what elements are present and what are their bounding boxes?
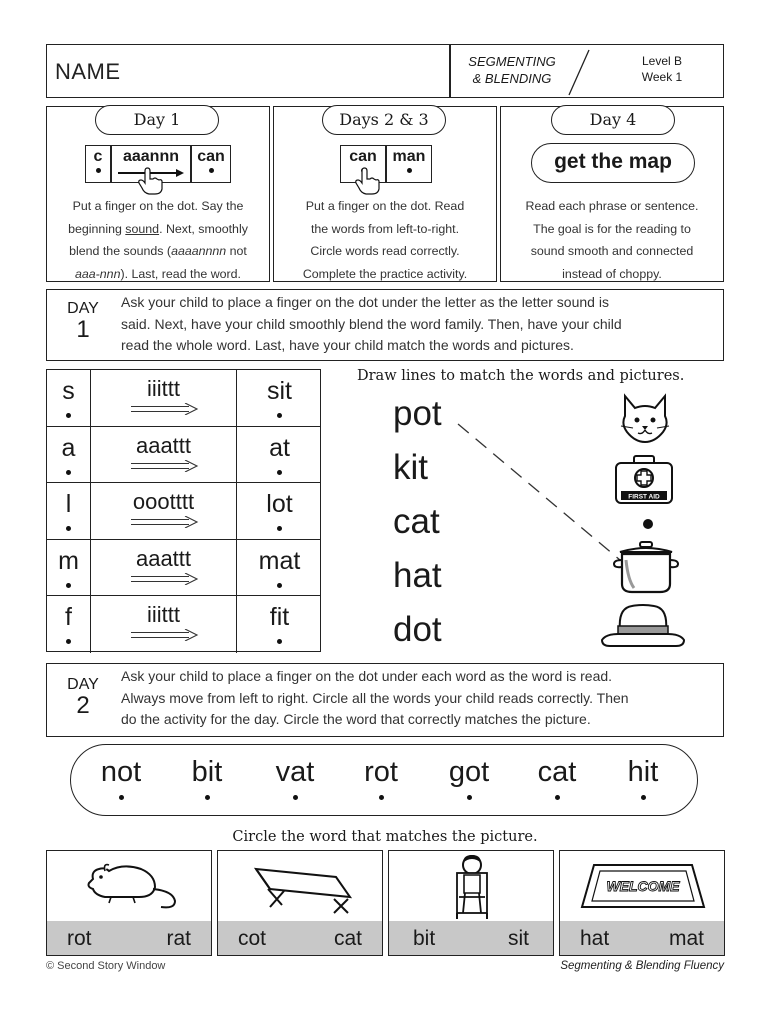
tile-c: c bbox=[85, 145, 111, 183]
double-arrow-icon bbox=[129, 516, 199, 528]
word-family-row bbox=[47, 483, 320, 540]
dot-picture bbox=[643, 519, 653, 529]
panel-day4-text: Read each phrase or sentence. The goal is for the reading to sound smooth and connected instead of choppy. bbox=[525, 199, 699, 281]
letter-cell: a bbox=[47, 427, 91, 483]
strip-word[interactable]: vat bbox=[255, 755, 335, 800]
strip-word[interactable]: got bbox=[429, 755, 509, 800]
card-mat bbox=[559, 850, 725, 956]
match-word[interactable]: cat bbox=[393, 502, 440, 541]
match-word[interactable]: hat bbox=[393, 556, 442, 595]
match-word[interactable]: dot bbox=[393, 610, 442, 649]
finger-pointer-icon bbox=[352, 167, 382, 195]
phrase-pill: get the map bbox=[531, 143, 695, 183]
word-family-row bbox=[47, 370, 320, 427]
matching-title: Draw lines to match the words and pictures. bbox=[357, 368, 685, 384]
tile-can: can bbox=[340, 145, 386, 183]
day1-pill: Day 1 bbox=[95, 105, 219, 135]
tile-man: man bbox=[386, 145, 432, 183]
double-arrow-icon bbox=[129, 460, 199, 472]
blend-cell: iiittt bbox=[91, 596, 237, 653]
letter-cell: f bbox=[47, 596, 91, 653]
panel-day1-text: Put a finger on the dot. Say the beginning sound. Next, smoothly blend the sounds (aaaannnn not aaa-nnn). Last, read the word. bbox=[68, 199, 248, 281]
day1-note-label: DAY 1 bbox=[67, 300, 99, 343]
letter-cell: m bbox=[47, 540, 91, 596]
day2-note-text: Ask your child to place a finger on the dot under each word as the word is read. Always move from left to right. Circle all the words your child reads correctly. Then do the activity for the day. Circle the word that correctly matches the picture. bbox=[121, 668, 629, 727]
tile-can: can bbox=[191, 145, 231, 183]
word-family-row bbox=[47, 540, 320, 597]
tile-aaannn: aaannn bbox=[111, 145, 191, 183]
blend-cell: aaattt bbox=[91, 427, 237, 483]
footer-title: Segmenting & Blending Fluency bbox=[560, 960, 724, 972]
day1-note bbox=[46, 289, 724, 361]
strip-word[interactable]: bit bbox=[167, 755, 247, 800]
word-cell: at bbox=[237, 427, 322, 483]
match-line bbox=[450, 420, 630, 570]
option-sit[interactable]: sit bbox=[508, 927, 529, 950]
panel-day1 bbox=[46, 106, 270, 282]
pot-icon bbox=[612, 540, 682, 596]
option-bit[interactable]: bit bbox=[413, 927, 436, 950]
card-cot bbox=[217, 850, 383, 956]
letter-cell: l bbox=[47, 483, 91, 539]
day2-note-label: DAY 2 bbox=[67, 676, 99, 719]
welcome-mat-icon bbox=[578, 861, 708, 911]
first-aid-label: FIRST AID bbox=[628, 493, 660, 501]
hat-icon bbox=[598, 600, 688, 652]
word-cell: fit bbox=[237, 596, 322, 653]
week-label: Week 1 bbox=[641, 70, 683, 84]
strip-word[interactable]: cat bbox=[517, 755, 597, 800]
word-family-row bbox=[47, 596, 320, 653]
day4-pill: Day 4 bbox=[551, 105, 675, 135]
footer-copyright: © Second Story Window bbox=[46, 960, 166, 972]
option-rat[interactable]: rat bbox=[166, 927, 191, 950]
blend-cell: oootttt bbox=[91, 483, 237, 539]
rat-icon bbox=[83, 857, 183, 913]
series-title bbox=[457, 53, 567, 87]
cot-icon bbox=[248, 859, 358, 915]
strip-word[interactable]: hit bbox=[603, 755, 683, 800]
blend-cell: aaattt bbox=[91, 540, 237, 596]
blend-cell: iiittt bbox=[91, 370, 237, 426]
panel-days2-3-text: Put a finger on the dot. Read the words from left-to-right. Circle words read correctly. Complete the practice activity. bbox=[302, 199, 468, 281]
option-hat[interactable]: hat bbox=[580, 927, 610, 950]
days2-3-pill: Days 2 & 3 bbox=[322, 105, 446, 135]
girl-sitting-icon bbox=[449, 853, 495, 921]
header-slash bbox=[559, 47, 599, 97]
series-line-1: SEGMENTING bbox=[468, 54, 556, 69]
option-cot[interactable]: cot bbox=[238, 927, 267, 950]
cat-face-icon bbox=[615, 390, 675, 446]
circle-activity-title: Circle the word that matches the picture. bbox=[232, 829, 538, 845]
strip-word[interactable]: rot bbox=[341, 755, 421, 800]
name-label: NAME bbox=[55, 59, 121, 84]
word-cell: sit bbox=[237, 370, 322, 426]
welcome-text: WELCOME bbox=[606, 878, 680, 894]
card-cot-options bbox=[218, 921, 382, 955]
panel-days2-3 bbox=[273, 106, 497, 282]
double-arrow-icon bbox=[129, 573, 199, 585]
word-family-table bbox=[46, 369, 321, 652]
finger-pointer-icon bbox=[135, 167, 165, 195]
day1-note-text: Ask your child to place a finger on the dot under the letter as the letter sound is said. Next, have your child smoothly blend the word family. Then, have your child read the whole word. Last, have your child match the words and pictures. bbox=[121, 294, 622, 353]
card-sit bbox=[388, 850, 554, 956]
option-cat[interactable]: cat bbox=[333, 927, 362, 950]
level-info bbox=[607, 53, 717, 85]
option-mat[interactable]: mat bbox=[668, 927, 704, 950]
double-arrow-icon bbox=[129, 403, 199, 415]
level-label: Level B bbox=[641, 54, 683, 68]
double-arrow-icon bbox=[129, 629, 199, 641]
word-strip bbox=[70, 744, 698, 816]
letter-cell: s bbox=[47, 370, 91, 426]
card-rat-options bbox=[47, 921, 211, 955]
header-divider bbox=[449, 45, 451, 97]
match-word[interactable]: kit bbox=[393, 448, 428, 487]
match-word[interactable]: pot bbox=[393, 394, 442, 433]
panel-day4 bbox=[500, 106, 724, 282]
option-rot[interactable]: rot bbox=[67, 927, 92, 950]
word-family-row bbox=[47, 427, 320, 484]
strip-word[interactable]: not bbox=[81, 755, 161, 800]
card-rat bbox=[46, 850, 212, 956]
day2-note bbox=[46, 663, 724, 737]
card-sit-options bbox=[389, 921, 553, 955]
series-line-2: & BLENDING bbox=[472, 71, 552, 86]
word-cell: mat bbox=[237, 540, 322, 596]
first-aid-kit-icon bbox=[612, 454, 676, 506]
card-mat-options bbox=[560, 921, 724, 955]
header bbox=[46, 44, 724, 98]
word-cell: lot bbox=[237, 483, 322, 539]
